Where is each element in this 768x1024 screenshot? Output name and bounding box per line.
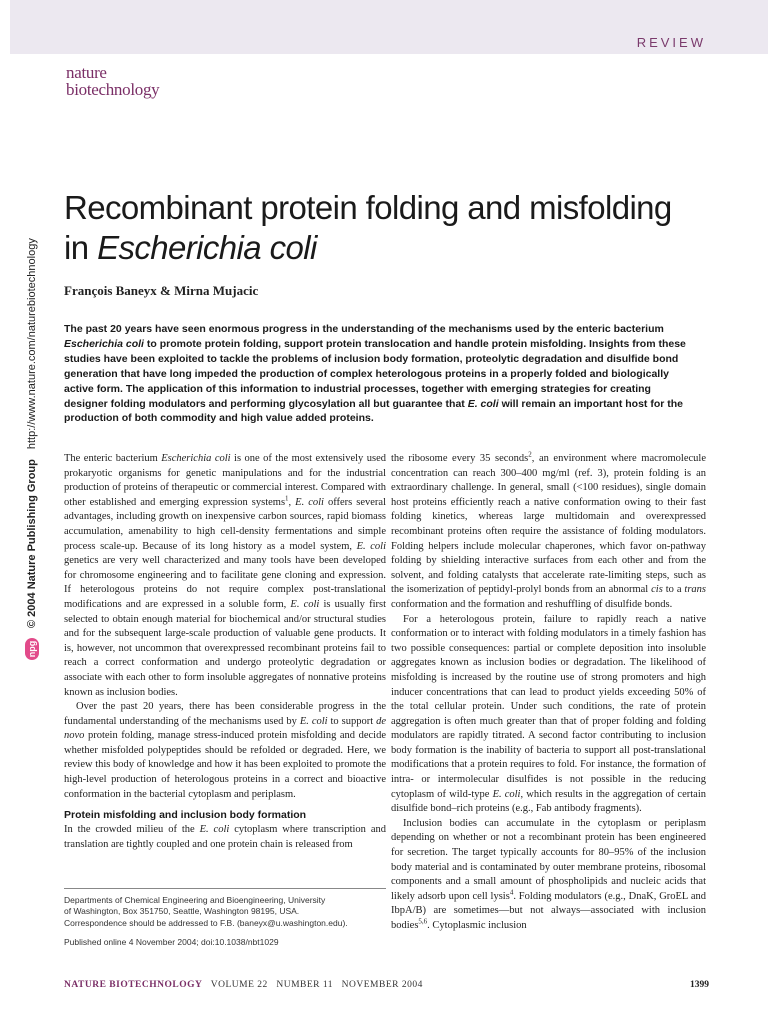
affiliation-footnote xyxy=(64,888,386,949)
copyright-sidebar xyxy=(22,200,42,660)
citation-ref[interactable]: 4 xyxy=(509,888,514,897)
citation-ref[interactable]: 5,6 xyxy=(418,917,428,926)
npg-logo-icon: npg xyxy=(25,638,39,660)
body-column-right xyxy=(391,452,706,934)
citation-ref[interactable]: 2 xyxy=(528,450,532,459)
abstract: The past 20 years have seen enormous progress in the understanding of the mechanisms used by the enteric bacterium Escherichia coli to promote protein folding, support protein translocation and handle protein misfolding. Insights from these studies have been exploited to tackle the problems of inclusion body formation, proteolytic degradation and disulfide bond generation that have long impeded the production of complex heterologous proteins in a properly folded and biologically active form. The application of this information to industrial processes, together with emerging strategies for creating designer folding modulators and performing glycosylation all but guarantee that E. coli will remain an important host for the production of both commodity and high value added proteins. xyxy=(64,323,686,425)
page-number: 1399 xyxy=(690,980,709,990)
affiliation-line: Departments of Chemical Engineering and Bioengineering, University xyxy=(64,895,326,905)
title-line-2-prefix: in xyxy=(64,229,98,266)
paragraph: In the crowded milieu of the E. coli cytoplasm where transcription and translation are tightly coupled and one protein chain is released from xyxy=(64,824,386,850)
journal-logo[interactable] xyxy=(66,64,159,98)
copyright-text: © 2004 Nature Publishing Group xyxy=(26,459,38,628)
body-column-left xyxy=(64,452,386,852)
affiliation-line: of Washington, Box 351750, Seattle, Washington 98195, USA. xyxy=(64,906,300,917)
paragraph: the ribosome every 35 seconds$^2$, an environment where macromolecule concentration can reach 300–400 mg/ml (ref. 3), protein folding is an extraordinary challenge. In general, small (<100 residues), single domain host proteins efficiently reach a native conformation owing to their fast folding kinetics, whereas large multidomain and overexpressed recombinant proteins often require the assistance of folding modulators. Folding helpers include molecular chaperones, which favor on-pathway folding by shielding interactive surfaces from each other and from the solvent, and folding catalysts that accelerate rate-limiting steps, such as the isomerization of peptidyl-prolyl bonds from an abnormal cis to a trans conformation and the formation and reshuffling of disulfide bonds. xyxy=(391,450,706,610)
paragraph: Over the past 20 years, there has been considerable progress in the fundamental understanding of the mechanisms used by E. coli to support de novo protein folding, manage stress-induced protein misfolding and decide whether misfolded polypeptides should be refolded or degraded. Here, we review this body of knowledge and how it has been exploited to promote the high-level production of heterologous proteins in a correct and bioactive conformation in the bacterial cytoplasm and periplasm. xyxy=(64,701,386,800)
citation-ref[interactable]: 1 xyxy=(285,494,289,503)
logo-line-nature: nature xyxy=(66,63,107,82)
correspondence-line[interactable]: Correspondence should be addressed to F.B. (baneyx@u.washington.edu). xyxy=(64,917,348,928)
paragraph: Inclusion bodies can accumulate in the cytoplasm or periplasm depending on whether or not a recombinant protein has been engineered for secretion. The target typically accounts for 80–95% of the inclusion body material and is contaminated by outer membrane proteins, ribosomal components and a small amount of phospholipids and nucleic acids that likely adsorb upon cell lysis$^4$. Folding modulators (e.g., DnaK, GroEL and IbpA/B) are sometimes—but not always—associated with inclusion bodies$^{5,6}$. Cytoplasmic inclusion xyxy=(391,817,706,931)
page-footer xyxy=(64,980,709,990)
title-line-1: Recombinant protein folding and misfolding xyxy=(64,189,672,226)
publication-info: Published online 4 November 2004; doi:10.1038/nbt1029 xyxy=(64,937,279,948)
article-title xyxy=(64,188,744,268)
paragraph: For a heterologous protein, failure to rapidly reach a native conformation or to interact with folding modulators in a timely fashion has two possible consequences: partial or complete deposition into insoluble aggregates known as inclusion bodies or degradation. The likelihood of misfolding is increased by the routine use of strong promoters and high inducer concentrations that can lead to product yields exceeding 50% of the total cellular protein. Under such conditions, the rate of protein aggregation is often much greater than that of proper folding and folding modulators are rapidly titrated. A second factor contributing to inclusion body formation is the inability of bacteria to support all post-translational modifications that a protein requires to fold. For instance, the formation of intra- or intermolecular disulfides is not possible in the reducing cytoplasm of wild-type E. coli, which results in the aggregation of certain disulfide bond–rich proteins (e.g., Fab antibody fragments). xyxy=(391,613,706,815)
journal-url-link[interactable]: http://www.nature.com/naturebiotechnology xyxy=(26,238,38,450)
paragraph: The enteric bacterium Escherichia coli is one of the most extensively used prokaryotic organisms for genetic manipulations and for the industrial production of proteins of therapeutic or commercial interest. Compared with other established and emerging expression systems$^1$, E. coli offers several advantages, including growth on inexpensive carbon sources, rapid biomass accumulation, amenability to high cell-density fermentations and simple process scale-up. Because of its long history as a model system, E. coli genetics are very well characterized and many tools have been developed for chromosome engineering and to facilitate gene cloning and expression. If heterologous proteins do not require complex post-translational modifications and are expressed in a soluble form, E. coli is usually first selected to obtain enough material for biochemical and/or structural studies and for the subsequent large-scale production of valuable gene products. It is, however, not uncommon that overexpressed recombinant proteins fail to reach a correct conformation and undergo proteolytic degradation or associate with each other to form insoluble aggregates of nonnative proteins known as inclusion bodies. xyxy=(64,453,387,698)
author-list: François Baneyx & Mirna Mujacic xyxy=(64,283,259,298)
section-heading: Protein misfolding and inclusion body formation xyxy=(64,809,307,822)
logo-line-biotechnology: biotechnology xyxy=(66,80,160,99)
footer-issue-info: VOLUME 22 NUMBER 11 NOVEMBER 2004 xyxy=(210,980,423,990)
section-label: REVIEW xyxy=(636,35,706,50)
title-species: Escherichia coli xyxy=(97,229,317,266)
footer-journal-name: NATURE BIOTECHNOLOGY xyxy=(64,980,203,990)
